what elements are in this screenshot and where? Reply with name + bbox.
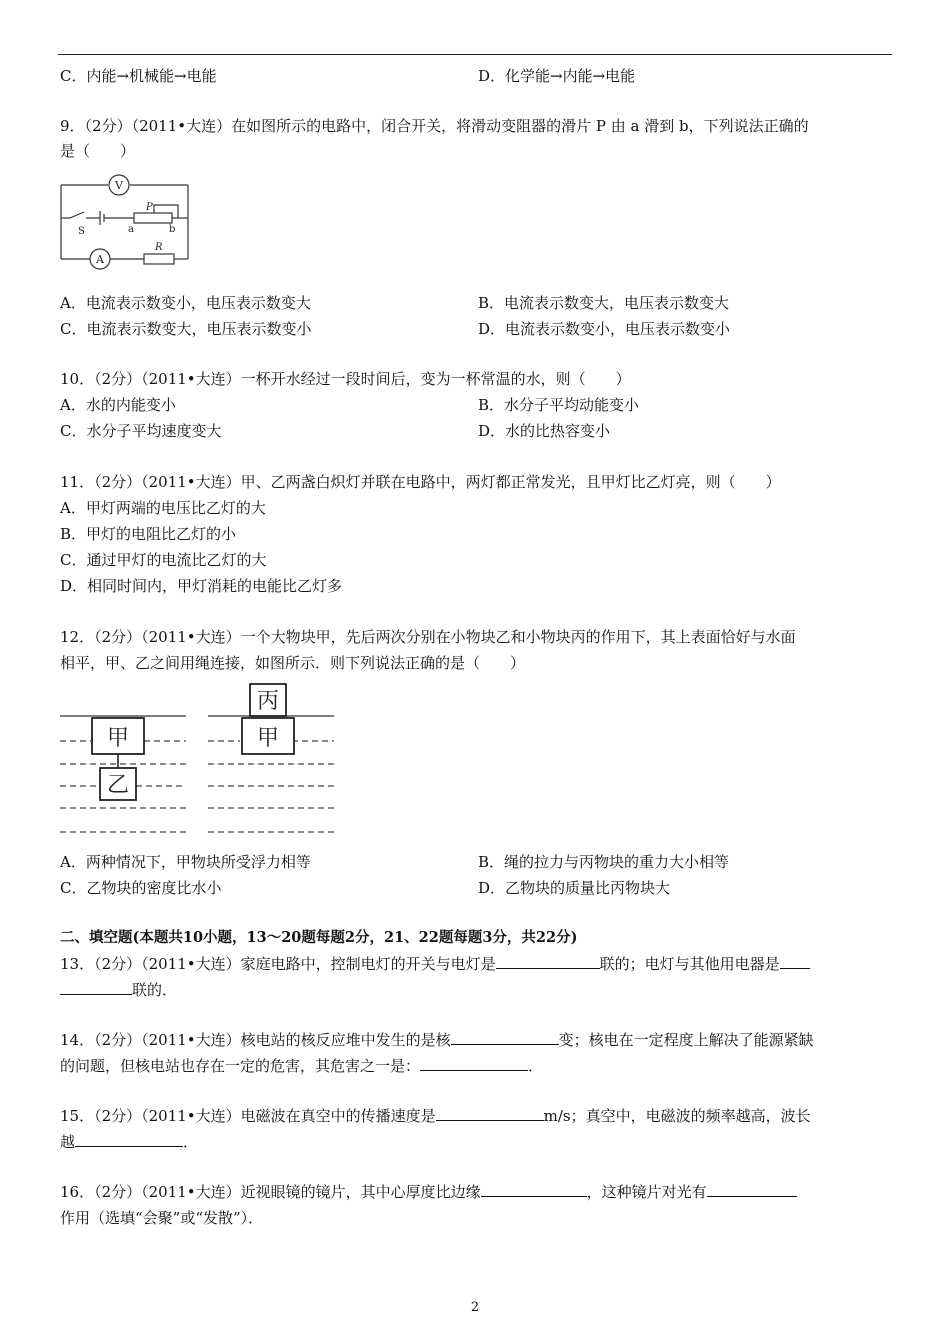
ammeter-icon xyxy=(90,249,110,269)
q9-option-a: A．电流表示数变小，电压表示数变大 xyxy=(60,294,311,312)
q8-option-d: D．化学能→内能→电能 xyxy=(478,67,636,85)
q11-option-b: B．甲灯的电阻比乙灯的小 xyxy=(60,525,237,543)
block-jia-left-label: 甲 xyxy=(106,726,130,751)
block-jia-right-label: 甲 xyxy=(256,726,280,751)
q13-text-2: 联的；电灯与其他用电器是 xyxy=(599,955,780,973)
point-a-label: a xyxy=(128,224,134,235)
q12-option-b: B．绳的拉力与丙物块的重力大小相等 xyxy=(478,853,730,871)
q15-blank-2[interactable] xyxy=(75,1130,183,1147)
q16-line1 xyxy=(60,1179,797,1205)
page-number: 2 xyxy=(470,1300,480,1315)
q14-text-2: 变；核电在一定程度上解决了能源紧缺 xyxy=(558,1031,814,1049)
q9-option-d: D．电流表示数变小，电压表示数变小 xyxy=(478,320,731,338)
q10-option-c: C．水分子平均速度变大 xyxy=(60,422,222,440)
q12-option-c: C．乙物块的密度比水小 xyxy=(60,879,222,897)
header-rule xyxy=(58,54,892,55)
q16-blank-2[interactable] xyxy=(707,1180,797,1197)
ammeter-label: A xyxy=(96,253,104,266)
q14-line2 xyxy=(60,1053,543,1079)
q8-option-c: C．内能→机械能→电能 xyxy=(60,67,217,85)
q10-option-d: D．水的比热容变小 xyxy=(478,422,611,440)
block-jia-right xyxy=(242,718,294,754)
q15-text-2: m/s；真空中，电磁波的频率越高，波长 xyxy=(543,1107,811,1125)
q9-stem-line2: 是（ ） xyxy=(60,142,136,160)
q11-option-d: D．相同时间内，甲灯消耗的电能比乙灯多 xyxy=(60,577,343,595)
slider-label: P xyxy=(146,202,153,213)
q13-text-3: 联的． xyxy=(132,981,178,999)
q11-option-c: C．通过甲灯的电流比乙灯的大 xyxy=(60,551,267,569)
q14-text-3: 的问题，但核电站也存在一定的危害，其危害之一是： xyxy=(60,1057,421,1075)
q16-text-3: 作用（选填“会聚”或“发散”）． xyxy=(60,1209,264,1227)
q14-blank-1[interactable] xyxy=(451,1028,559,1045)
q13-line1 xyxy=(60,951,810,977)
q14-text-1: 14．（2分）（2011•大连）核电站的核反应堆中发生的是核 xyxy=(60,1031,451,1049)
q14-blank-2[interactable] xyxy=(420,1054,528,1071)
q13-text-1: 13．（2分）（2011•大连）家庭电路中，控制电灯的开关与电灯是 xyxy=(60,955,496,973)
q13-blank-2[interactable] xyxy=(780,952,810,969)
q9-stem-line1: 9．（2分）（2011•大连）在如图所示的电路中，闭合开关，将滑动变阻器的滑片 P 由 a 滑到 b，下列说法正确的 xyxy=(60,117,809,135)
q9-option-c: C．电流表示数变大，电压表示数变小 xyxy=(60,320,312,338)
q16-blank-1[interactable] xyxy=(481,1180,587,1197)
q13-line2 xyxy=(60,977,177,1003)
switch-label: S xyxy=(78,226,85,237)
q14-text-4: ． xyxy=(528,1057,544,1075)
q16-text-2: ，这种镜片对光有 xyxy=(586,1183,707,1201)
q12-option-a: A．两种情况下，甲物块所受浮力相等 xyxy=(60,853,311,871)
q10-option-b: B．水分子平均动能变小 xyxy=(478,396,640,414)
block-jia-left xyxy=(92,718,144,754)
q15-text-4: ． xyxy=(183,1133,199,1151)
q15-blank-1[interactable] xyxy=(436,1104,544,1121)
q12-option-d: D．乙物块的质量比丙物块大 xyxy=(478,879,671,897)
q12-stem-line2: 相平，甲、乙之间用绳连接，如图所示．则下列说法正确的是（ ） xyxy=(60,654,526,672)
q12-stem-line1: 12．（2分）（2011•大连）一个大物块甲，先后两次分别在小物块乙和小物块丙的作用下，其上表面恰好与水面 xyxy=(60,628,796,646)
q15-text-3: 越 xyxy=(60,1133,76,1151)
q10-option-a: A．水的内能变小 xyxy=(60,396,176,414)
block-bing xyxy=(250,684,286,716)
q15-line2 xyxy=(60,1129,198,1155)
q11-option-a: A．甲灯两端的电压比乙灯的大 xyxy=(60,499,266,517)
voltmeter-label: V xyxy=(115,179,123,192)
block-yi-label: 乙 xyxy=(106,773,130,798)
resistor-label: R xyxy=(155,242,163,253)
q16-text-1: 16．（2分）（2011•大连）近视眼镜的镜片，其中心厚度比边缘 xyxy=(60,1183,481,1201)
q9-option-b: B．电流表示数变大，电压表示数变大 xyxy=(478,294,730,312)
point-b-label: b xyxy=(169,224,176,235)
q15-text-1: 15．（2分）（2011•大连）电磁波在真空中的传播速度是 xyxy=(60,1107,436,1125)
q12-buoyancy-diagram xyxy=(58,682,348,842)
q15-line1 xyxy=(60,1103,811,1129)
block-bing-label: 丙 xyxy=(256,689,280,714)
q10-stem: 10．（2分）（2011•大连）一杯开水经过一段时间后，变为一杯常温的水，则（ ） xyxy=(60,370,631,388)
q9-circuit-diagram xyxy=(56,172,196,272)
q11-stem: 11．（2分）（2011•大连）甲、乙两盏白炽灯并联在电路中，两灯都正常发光，且甲灯比乙灯亮，则（ ） xyxy=(60,473,781,491)
q13-blank-1[interactable] xyxy=(496,952,600,969)
q14-line1 xyxy=(60,1027,814,1053)
voltmeter-icon xyxy=(109,175,129,195)
q13-blank-2-cont[interactable] xyxy=(60,978,132,995)
block-yi xyxy=(100,768,136,800)
section-2-title: 二、填空题(本题共10小题，13～20题每题2分，21、22题每题3分，共22分) xyxy=(60,929,578,946)
